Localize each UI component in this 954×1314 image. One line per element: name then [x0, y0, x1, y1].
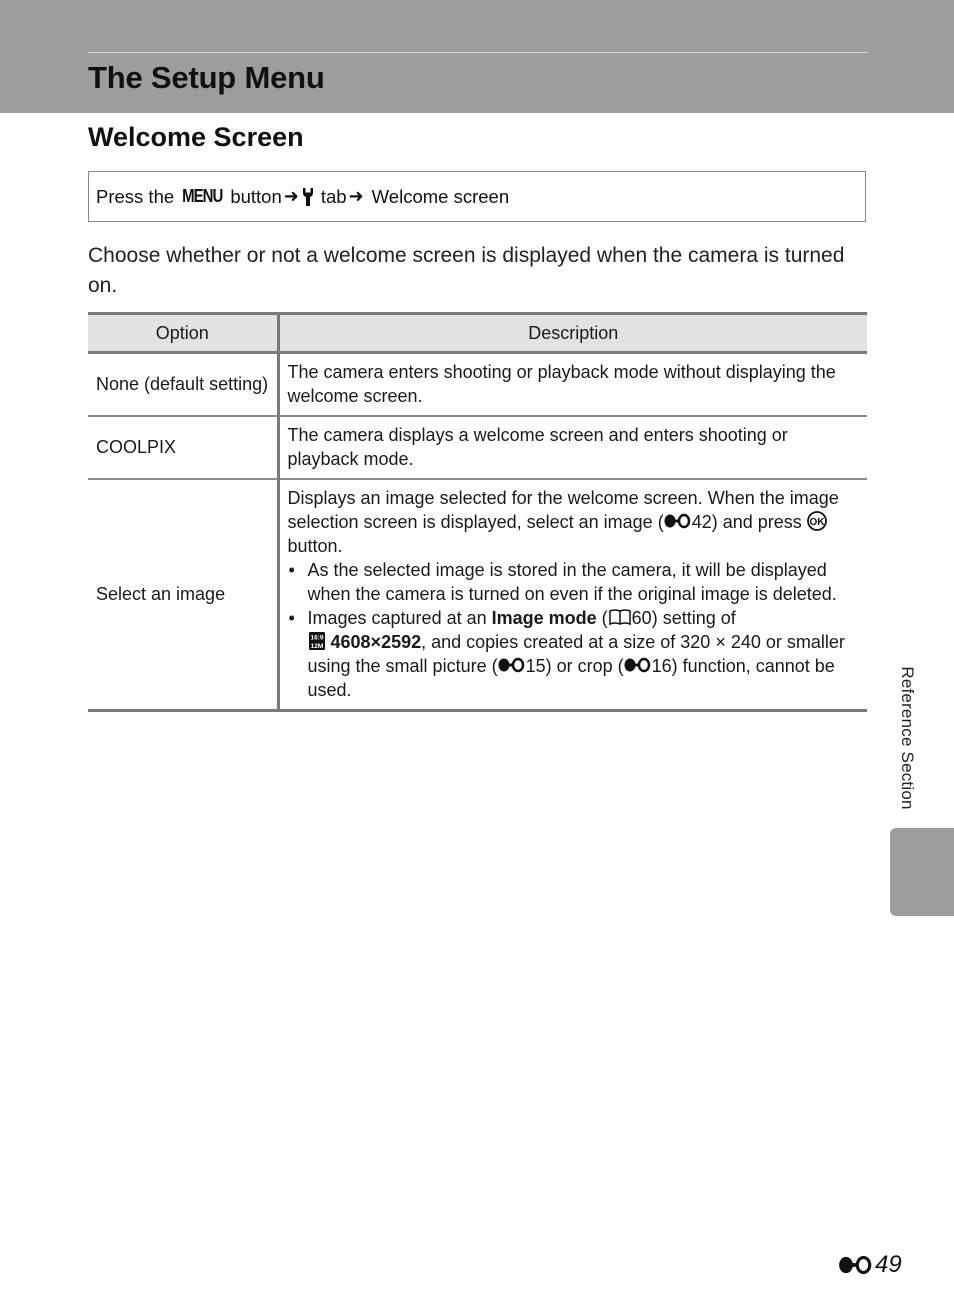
description-cell [278, 479, 867, 711]
reference-section-icon [498, 657, 526, 673]
reference-section-icon [838, 1255, 874, 1275]
description-paragraph: Displays an image selected for the welcome screen. When the image selection screen is displayed, select an image ( 42) and press OK button. [287, 488, 839, 556]
image-size-value: 4608×2592 [330, 632, 422, 652]
image-mode-term: Image mode [491, 608, 597, 628]
svg-text:OK: OK [809, 517, 825, 528]
table-header-row [88, 314, 867, 353]
ok-button-icon [807, 511, 827, 531]
wrench-icon [301, 187, 315, 207]
description-cell: The camera enters shooting or playback mode without displaying the welcome screen. [278, 353, 867, 417]
description-cell: The camera displays a welcome screen and enters shooting or playback mode. [278, 416, 867, 479]
page-number-value: 49 [875, 1251, 902, 1278]
table-row [88, 479, 867, 711]
option-cell: COOLPIX [88, 416, 278, 479]
notes-list [288, 558, 860, 702]
intro-paragraph: Choose whether or not a welcome screen is displayed when the camera is turned on. [88, 244, 845, 297]
book-reference-icon [608, 608, 632, 626]
reference-section-icon [624, 657, 652, 673]
header-band [0, 0, 954, 113]
option-cell: Select an image [88, 479, 278, 711]
image-size-icon [308, 631, 326, 651]
page-title: The Setup Menu [88, 60, 325, 95]
list-item: • Images captured at an Image mode ( 60) setting of 16:9 12M 4608×2592, and copies created at a size of 320 × 240 or smaller using the small picture ( 15) or crop ( 16) function, cannot be used. [288, 606, 860, 702]
arrow-right-icon: ➜ [348, 186, 364, 206]
column-header-option: Option [88, 314, 278, 353]
section-title: Welcome Screen [88, 122, 304, 152]
page-number [838, 1250, 902, 1280]
arrow-right-icon: ➜ [283, 186, 299, 206]
menu-path-press: Press the [96, 185, 175, 207]
svg-text:12M: 12M [310, 643, 323, 650]
svg-text:16:9: 16:9 [309, 634, 324, 642]
list-item: • As the selected image is stored in the camera, it will be displayed when the camera is turned on even if the original image is deleted. [288, 558, 860, 606]
options-table [88, 312, 867, 712]
menu-path-button: button [230, 185, 282, 207]
header-rule [88, 52, 868, 53]
menu-button-icon: MENU [182, 185, 223, 208]
menu-path-box [88, 171, 866, 222]
reference-section-icon [664, 513, 692, 529]
option-cell: None (default setting) [88, 353, 278, 417]
section-thumb-tab [890, 828, 954, 916]
menu-path-destination: Welcome screen [371, 185, 510, 207]
menu-path-tab: tab [320, 185, 347, 207]
table-row [88, 353, 867, 417]
table-row [88, 416, 867, 479]
column-header-description: Description [278, 314, 867, 353]
